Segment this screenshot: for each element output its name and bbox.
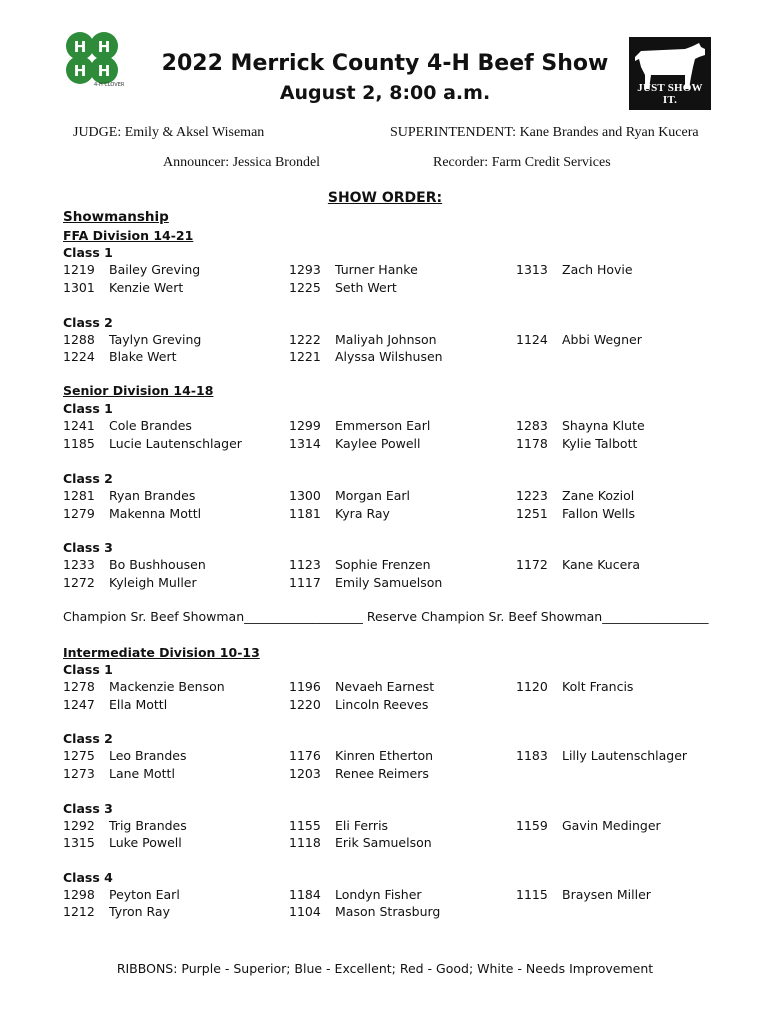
exhibitor-number: 1203 (289, 766, 321, 781)
exhibitor-name: Lane Mottl (109, 766, 175, 781)
exhibitor-number: 1225 (289, 280, 321, 295)
champion-sr-beef-showman-line: Champion Sr. Beef Showman___________________ Reserve Champion Sr. Beef Showman_________________ (63, 609, 709, 624)
exhibitor-number: 1120 (516, 679, 548, 694)
exhibitor-name: Renee Reimers (335, 766, 429, 781)
page-title: 2022 Merrick County 4-H Beef Show (161, 51, 609, 76)
exhibitor-name: Makenna Mottl (109, 506, 202, 521)
exhibitor-number: 1115 (516, 887, 548, 902)
exhibitor-number: 1118 (289, 835, 321, 850)
exhibitor-number: 1283 (516, 418, 548, 433)
exhibitor-name: Cole Brandes (109, 418, 192, 433)
exhibitor-name: Kyra Ray (335, 506, 390, 521)
exhibitor-name: Kenzie Wert (109, 280, 184, 295)
exhibitor-name: Ryan Brandes (109, 488, 196, 503)
svg-text:H: H (73, 38, 87, 56)
exhibitor-number: 1314 (289, 436, 321, 451)
exhibitor-number: 1293 (289, 262, 321, 277)
exhibitor-number: 1222 (289, 332, 321, 347)
exhibitor-number: 1315 (63, 835, 95, 850)
exhibitor-name: Gavin Medinger (562, 818, 661, 833)
exhibitor-name: Londyn Fisher (335, 887, 422, 902)
exhibitor-name: Kaylee Powell (335, 436, 421, 451)
exhibitor-number: 1185 (63, 436, 95, 451)
exhibitor-name: Nevaeh Earnest (335, 679, 435, 694)
exhibitor-name: Abbi Wegner (562, 332, 642, 347)
class-label: Class 2 (63, 731, 113, 746)
exhibitor-name: Kane Kucera (562, 557, 641, 572)
class-label: Class 1 (63, 401, 113, 416)
exhibitor-name: Zach Hovie (562, 262, 633, 277)
exhibitor-number: 1251 (516, 506, 548, 521)
exhibitor-name: Morgan Earl (335, 488, 411, 503)
exhibitor-number: 1178 (516, 436, 548, 451)
exhibitor-name: Fallon Wells (562, 506, 635, 521)
ribbons-legend: RIBBONS: Purple - Superior; Blue - Excellent; Red - Good; White - Needs Improvement (116, 961, 654, 976)
superintendent-line: SUPERINTENDENT: Kane Brandes and Ryan Kucera (390, 125, 699, 140)
announcer-line: Announcer: Jessica Brondel (163, 155, 321, 170)
exhibitor-name: Zane Koziol (562, 488, 635, 503)
exhibitor-name: Bo Bushhousen (109, 557, 206, 572)
exhibitor-number: 1241 (63, 418, 95, 433)
exhibitor-number: 1313 (516, 262, 548, 277)
exhibitor-number: 1221 (289, 349, 321, 364)
exhibitor-number: 1247 (63, 697, 95, 712)
exhibitor-number: 1301 (63, 280, 95, 295)
exhibitor-number: 1172 (516, 557, 548, 572)
class-label: Class 3 (63, 540, 113, 555)
svg-text:H: H (97, 38, 111, 56)
exhibitor-number: 1233 (63, 557, 95, 572)
exhibitor-name: Kylie Talbott (562, 436, 638, 451)
exhibitor-name: Braysen Miller (562, 887, 651, 902)
class-label: Class 1 (63, 245, 113, 260)
exhibitor-name: Luke Powell (109, 835, 182, 850)
exhibitor-number: 1123 (289, 557, 321, 572)
exhibitor-name: Trig Brandes (109, 818, 187, 833)
svg-text:H: H (97, 62, 111, 80)
exhibitor-number: 1281 (63, 488, 95, 503)
exhibitor-number: 1299 (289, 418, 321, 433)
exhibitor-number: 1176 (289, 748, 321, 763)
exhibitor-number: 1273 (63, 766, 95, 781)
exhibitor-number: 1292 (63, 818, 95, 833)
show-order-heading: SHOW ORDER: (327, 190, 443, 206)
exhibitor-name: Seth Wert (335, 280, 397, 295)
showmanship-heading: Showmanship (63, 209, 169, 225)
exhibitor-name: Shayna Klute (562, 418, 645, 433)
exhibitor-name: Kyleigh Muller (109, 575, 197, 590)
exhibitor-number: 1278 (63, 679, 95, 694)
intermediate-division-heading: Intermediate Division 10-13 (63, 645, 260, 660)
exhibitor-number: 1155 (289, 818, 321, 833)
class-label: Class 4 (63, 870, 113, 885)
exhibitor-name: Sophie Frenzen (335, 557, 431, 572)
exhibitor-number: 1159 (516, 818, 548, 833)
exhibitor-number: 1300 (289, 488, 321, 503)
exhibitor-number: 1288 (63, 332, 95, 347)
exhibitor-number: 1224 (63, 349, 95, 364)
senior-division-heading: Senior Division 14-18 (63, 383, 214, 398)
exhibitor-name: Kolt Francis (562, 679, 634, 694)
logo-text: JUST SHOW IT. (637, 82, 703, 106)
exhibitor-number: 1124 (516, 332, 548, 347)
exhibitor-name: Ella Mottl (109, 697, 168, 712)
ffa-division-heading: FFA Division 14-21 (63, 228, 194, 243)
exhibitor-number: 1298 (63, 887, 95, 902)
just-show-it-logo (629, 37, 711, 110)
exhibitor-name: Taylyn Greving (109, 332, 202, 347)
exhibitor-name: Eli Ferris (335, 818, 389, 833)
class-label: Class 1 (63, 662, 113, 677)
exhibitor-name: Kinren Etherton (335, 748, 434, 763)
exhibitor-name: Leo Brandes (109, 748, 187, 763)
exhibitor-name: Peyton Earl (109, 887, 180, 902)
exhibitor-number: 1104 (289, 904, 321, 919)
exhibitor-number: 1219 (63, 262, 95, 277)
exhibitor-name: Alyssa Wilshusen (335, 349, 443, 364)
exhibitor-name: Mackenzie Benson (109, 679, 225, 694)
exhibitor-name: Lilly Lautenschlager (562, 748, 688, 763)
exhibitor-number: 1223 (516, 488, 548, 503)
exhibitor-number: 1272 (63, 575, 95, 590)
exhibitor-name: Blake Wert (109, 349, 177, 364)
class-label: Class 2 (63, 471, 113, 486)
exhibitor-number: 1220 (289, 697, 321, 712)
exhibitor-name: Tyron Ray (109, 904, 170, 919)
exhibitor-number: 1279 (63, 506, 95, 521)
exhibitor-number: 1181 (289, 506, 321, 521)
exhibitor-name: Emily Samuelson (335, 575, 443, 590)
recorder-line: Recorder: Farm Credit Services (433, 155, 611, 170)
show-date: August 2, 8:00 a.m. (279, 82, 491, 104)
exhibitor-name: Turner Hanke (335, 262, 418, 277)
exhibitor-number: 1196 (289, 679, 321, 694)
exhibitor-name: Lincoln Reeves (335, 697, 429, 712)
exhibitor-number: 1275 (63, 748, 95, 763)
class-label: Class 3 (63, 801, 113, 816)
exhibitor-number: 1184 (289, 887, 321, 902)
exhibitor-name: Lucie Lautenschlager (109, 436, 242, 451)
exhibitor-name: Erik Samuelson (335, 835, 432, 850)
exhibitor-number: 1183 (516, 748, 548, 763)
svg-text:H: H (73, 62, 87, 80)
clover-caption: 4-H CLOVER (94, 82, 125, 88)
exhibitor-number: 1117 (289, 575, 321, 590)
exhibitor-name: Emmerson Earl (335, 418, 431, 433)
exhibitor-name: Bailey Greving (109, 262, 201, 277)
exhibitor-number: 1212 (63, 904, 95, 919)
exhibitor-name: Maliyah Johnson (335, 332, 437, 347)
exhibitor-name: Mason Strasburg (335, 904, 441, 919)
judge-line: JUDGE: Emily & Aksel Wiseman (73, 125, 265, 140)
class-label: Class 2 (63, 315, 113, 330)
